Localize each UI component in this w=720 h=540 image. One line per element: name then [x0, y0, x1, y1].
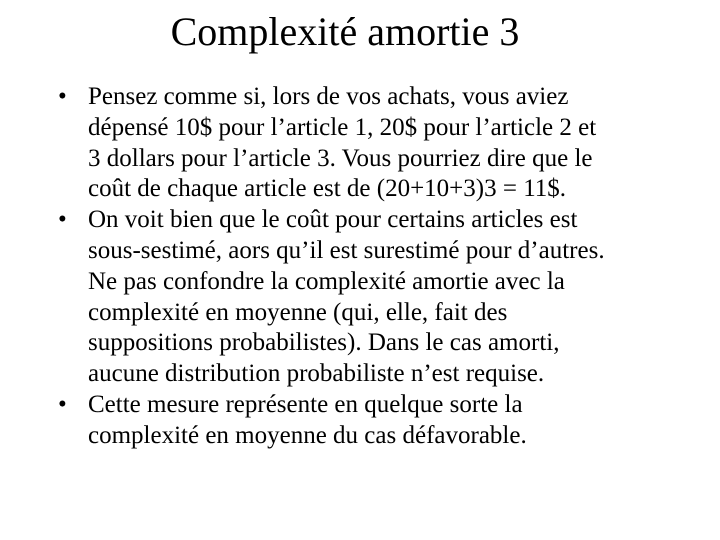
bullet-text-line: coût de chaque article est de (20+10+3)3 = 11$. [88, 175, 567, 203]
bullet-text-line: sous-sestimé, aors qu’il est surestimé pour d’autres. [88, 236, 605, 264]
bullet-item [58, 390, 696, 452]
bullet-item [58, 205, 696, 390]
bullet-item [58, 82, 696, 205]
slide-title: Complexité amortie 3 [170, 9, 520, 54]
bullet-marker: • [58, 390, 67, 418]
bullet-text-line: Ne pas confondre la complexité amortie avec la [88, 267, 565, 295]
bullet-list [0, 82, 720, 452]
bullet-text-line: Cette mesure représente en quelque sorte la [88, 390, 523, 418]
bullet-marker: • [58, 83, 67, 110]
bullet-text-line: 3 dollars pour l’article 3. Vous pourriez dire que le [88, 144, 593, 172]
bullet-text-line: Pensez comme si, lors de vos achats, vous aviez [88, 83, 569, 110]
bullet-text-line: complexité en moyenne du cas défavorable. [88, 421, 527, 449]
bullet-text-line: dépensé 10$ pour l’article 1, 20$ pour l’article 2 et [88, 113, 597, 141]
bullet-text-line: suppositions probabilistes). Dans le cas amorti, [88, 329, 560, 357]
bullet-marker: • [58, 206, 67, 234]
bullet-text-line: On voit bien que le coût pour certains articles est [88, 206, 578, 234]
bullet-text-line: complexité en moyenne (qui, elle, fait des [88, 298, 508, 326]
bullet-text-line: aucune distribution probabiliste n’est requise. [88, 360, 545, 388]
